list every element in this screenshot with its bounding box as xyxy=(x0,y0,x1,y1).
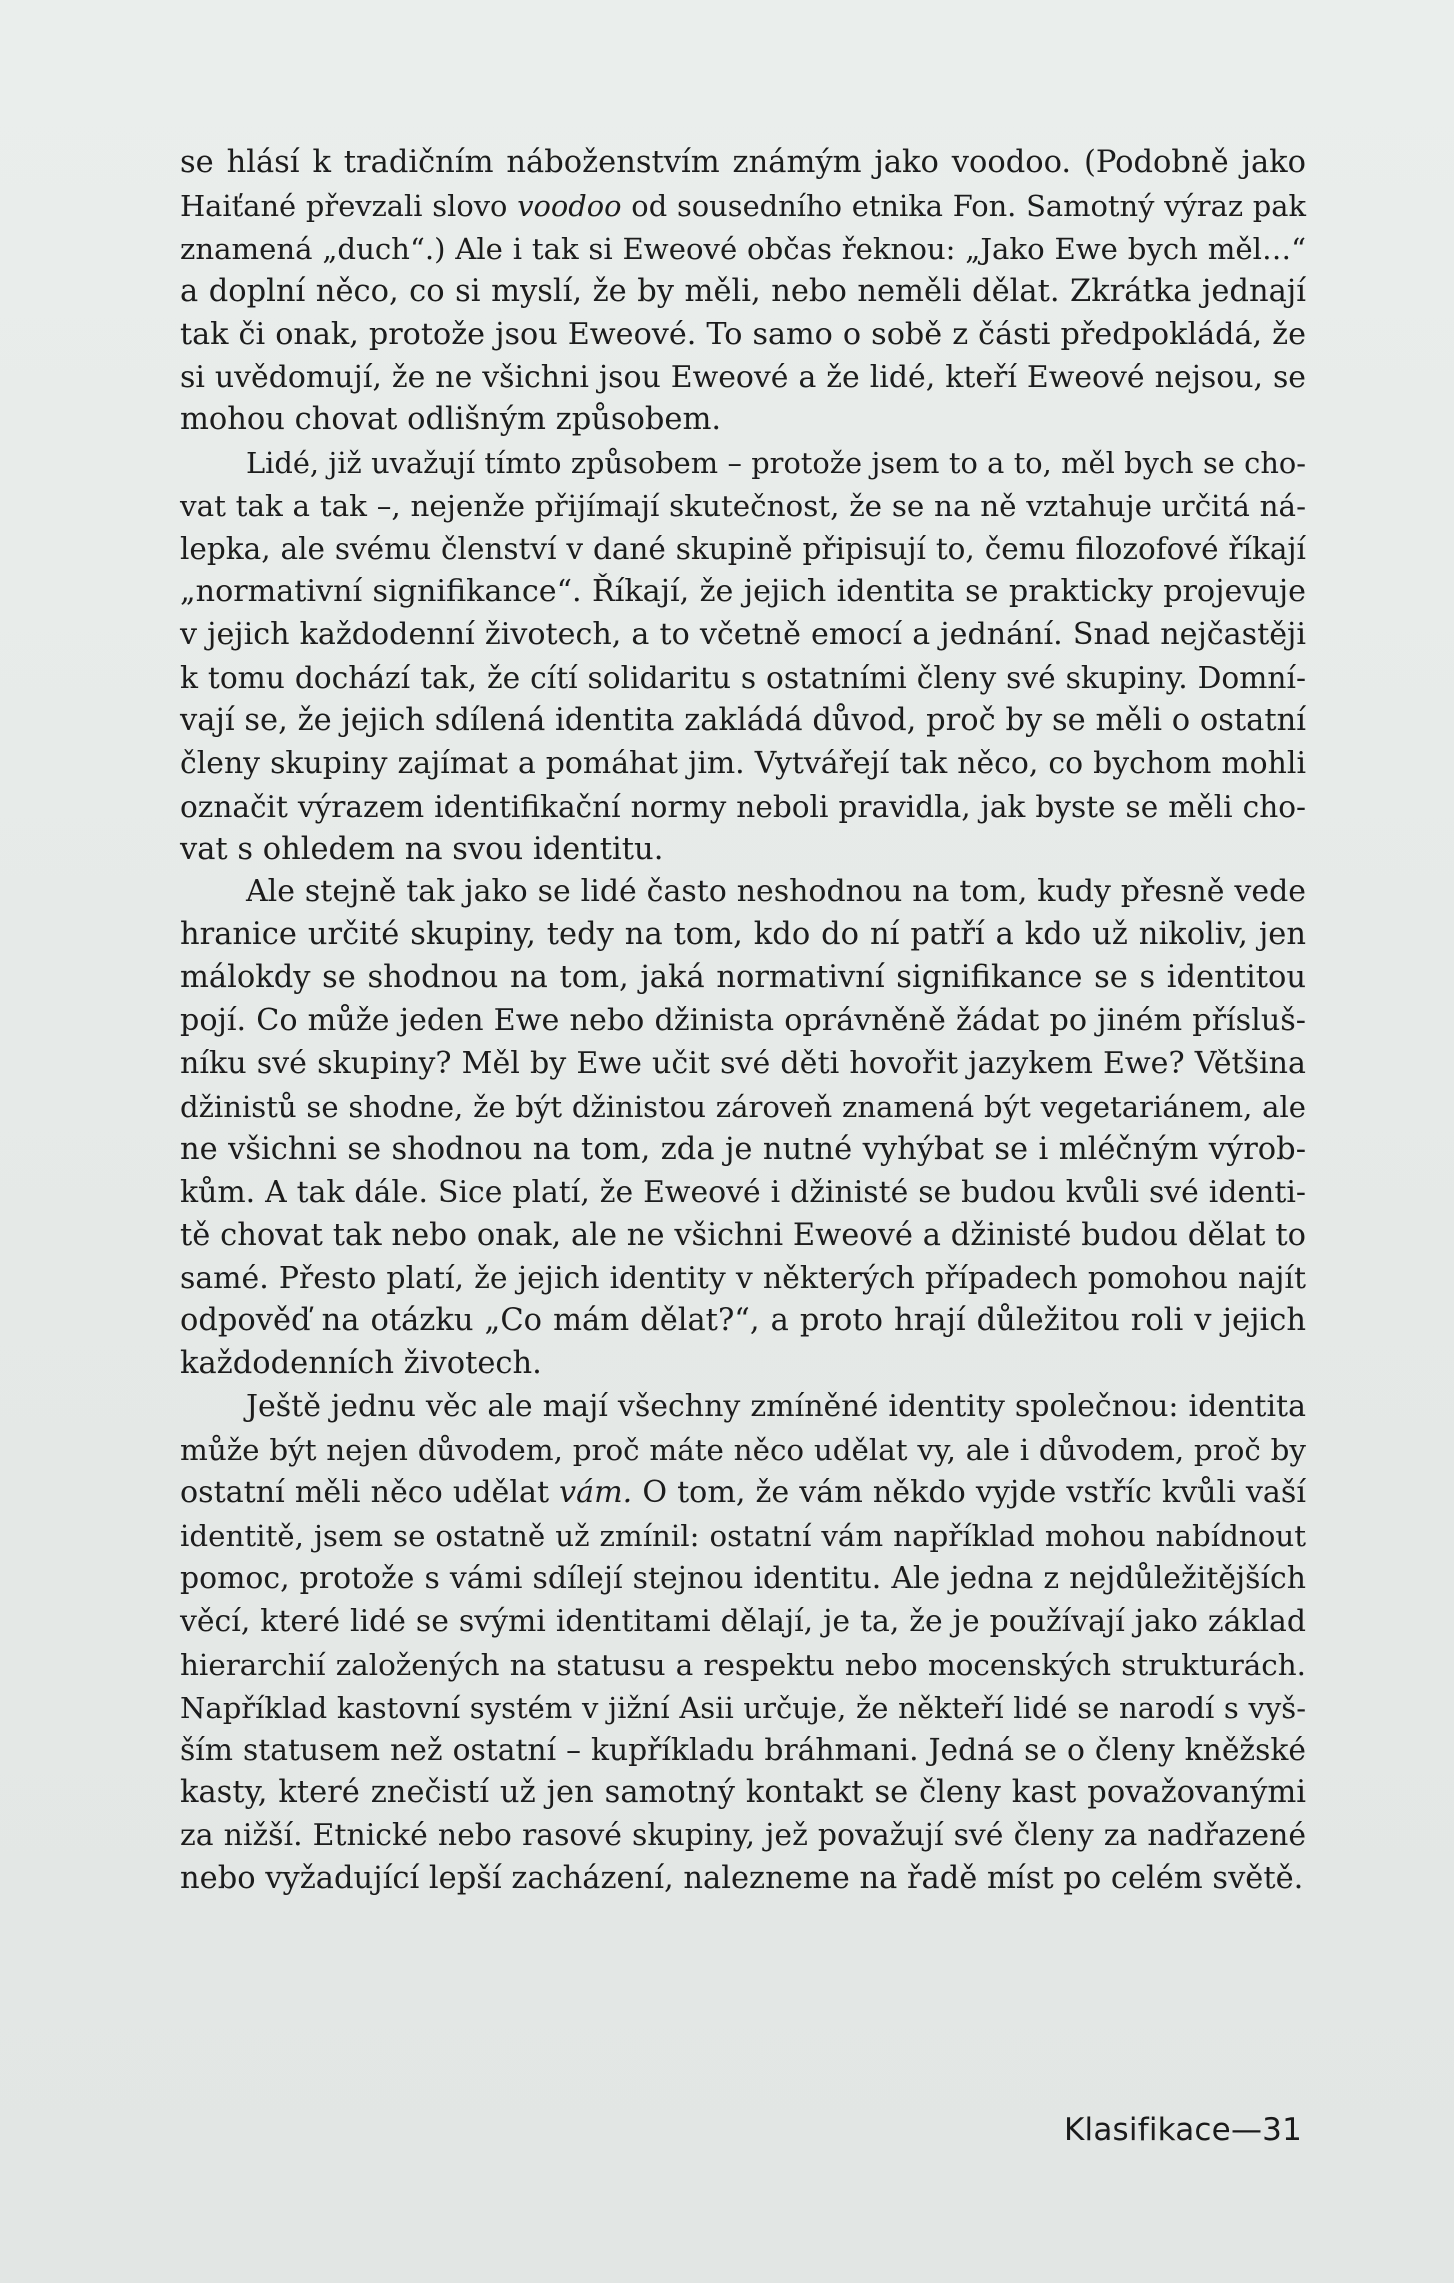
text-line: Haiťané převzali slovo voodoo od sousedního etnika Fon. Samotný výraz pak xyxy=(180,188,1307,223)
text-line: tak či onak, protože jsou Eweové. To samo o sobě z části předpokládá, že xyxy=(180,316,1306,352)
text-line: Lidé, již uvažují tímto způsobem – protože jsem to a to, měl bych se cho- xyxy=(246,446,1306,481)
body-text xyxy=(180,142,1306,1901)
text-line: každodenních životech. xyxy=(180,1346,542,1382)
text-line: kasty, které znečistí už jen samotný kontakt se členy kast považovanými xyxy=(180,1775,1306,1811)
text-line: hierarchií založených na statusu a respektu nebo mocenských strukturách. xyxy=(180,1647,1306,1682)
text-line: málokdy se shodnou na tom, jaká normativní signifikance se s identitou xyxy=(180,960,1306,996)
text-line: vají se, že jejich sdílená identita zakládá důvod, proč by se měli o ostatní xyxy=(180,702,1306,738)
text-line: v jejich každodenní životech, a to včetně emocí a jednání. Snad nejčastěji xyxy=(180,616,1306,652)
text-line: hranice určité skupiny, tedy na tom, kdo do ní patří a kdo už nikoliv, jen xyxy=(180,917,1306,953)
text-line: Ještě jednu věc ale mají všechny zmíněné identity společnou: identita xyxy=(246,1389,1306,1425)
text-line: ne všichni se shodnou na tom, zda je nutné vyhýbat se i mléčným výrob- xyxy=(180,1131,1306,1167)
text-line: džinistů se shodne, že být džinistou zároveň znamená být vegetariánem, ale xyxy=(180,1089,1306,1124)
text-line: pomoc, protože s vámi sdílejí stejnou identitu. Ale jedna z nejdůležitějších xyxy=(180,1560,1306,1596)
text-line: „normativní signifikance“. Říkají, že jejich identita se prakticky projevuje xyxy=(180,574,1306,610)
text-line: kům. A tak dále. Sice platí, že Eweové i džinisté se budou kvůli své identi- xyxy=(180,1174,1306,1210)
text-line: ším statusem než ostatní – kupříkladu bráhmani. Jedná se o členy kněžské xyxy=(180,1732,1306,1768)
italic-word: vám. xyxy=(559,1475,633,1511)
text-line: označit výrazem identifikační normy neboli pravidla, jak byste se měli cho- xyxy=(180,789,1306,824)
text-line: členy skupiny zajímat a pomáhat jim. Vytvářejí tak něco, co bychom mohli xyxy=(180,745,1306,781)
text-line: vat tak a tak –, nejenže přijímají skutečnost, že se na ně vztahuje určitá ná- xyxy=(180,489,1306,524)
text-line: vat s ohledem na svou identitu. xyxy=(180,831,664,867)
text-line: může být nejen důvodem, proč máte něco udělat vy, ale i důvodem, proč by xyxy=(180,1433,1306,1468)
text-line: samé. Přesto platí, že jejich identity v některých případech pomohou najít xyxy=(180,1260,1306,1296)
text-line: níku své skupiny? Měl by Ewe učit své děti hovořit jazykem Ewe? Většina xyxy=(180,1046,1306,1082)
italic-word: voodoo xyxy=(517,188,622,223)
text-line: k tomu dochází tak, že cítí solidaritu s ostatními členy své skupiny. Domní- xyxy=(180,659,1306,695)
text-line: lepka, ale svému členství v dané skupině připisují to, čemu filozofové říkají xyxy=(180,532,1306,567)
text-line: Například kastovní systém v jižní Asii určuje, že někteří lidé se narodí s vyš- xyxy=(180,1690,1306,1725)
text-line: mohou chovat odlišným způsobem. xyxy=(180,402,722,438)
text-line: ostatní měli něco udělat vám. O tom, že vám někdo vyjde vstříc kvůli vaší xyxy=(180,1475,1306,1511)
text-line: odpověď na otázku „Co mám dělat?“, a proto hrají důležitou roli v jejich xyxy=(180,1303,1306,1339)
text-line: nebo vyžadující lepší zacházení, nalezneme na řadě míst po celém světě. xyxy=(180,1861,1304,1897)
text-line: identitě, jsem se ostatně už zmínil: ostatní vám například mohou nabídnout xyxy=(180,1519,1306,1553)
page-footer-folio: Klasifikace—31 xyxy=(1064,2112,1302,2148)
text-line: pojí. Co může jeden Ewe nebo džinista oprávněně žádat po jiném přísluš- xyxy=(180,1003,1306,1039)
text-line: věcí, které lidé se svými identitami dělají, je ta, že je používají jako základ xyxy=(180,1603,1306,1639)
text-line: za nižší. Etnické nebo rasové skupiny, jež považují své členy za nadřazené xyxy=(180,1818,1306,1854)
text-line: a doplní něco, co si myslí, že by měli, nebo neměli dělat. Zkrátka jednají xyxy=(180,273,1306,309)
text-line: znamená „duch“.) Ale i tak si Eweové občas řeknou: „Jako Ewe bych měl…“ xyxy=(180,231,1306,266)
text-line: si uvědomují, že ne všichni jsou Eweové a že lidé, kteří Eweové nejsou, se xyxy=(180,359,1306,395)
text-line: Ale stejně tak jako se lidé často neshodnou na tom, kudy přesně vede xyxy=(246,874,1306,910)
text-line: se hlásí k tradičním náboženstvím známým jako voodoo. (Podobně jako xyxy=(180,145,1306,180)
text-line: tě chovat tak nebo onak, ale ne všichni Eweové a džinisté budou dělat to xyxy=(180,1217,1306,1253)
